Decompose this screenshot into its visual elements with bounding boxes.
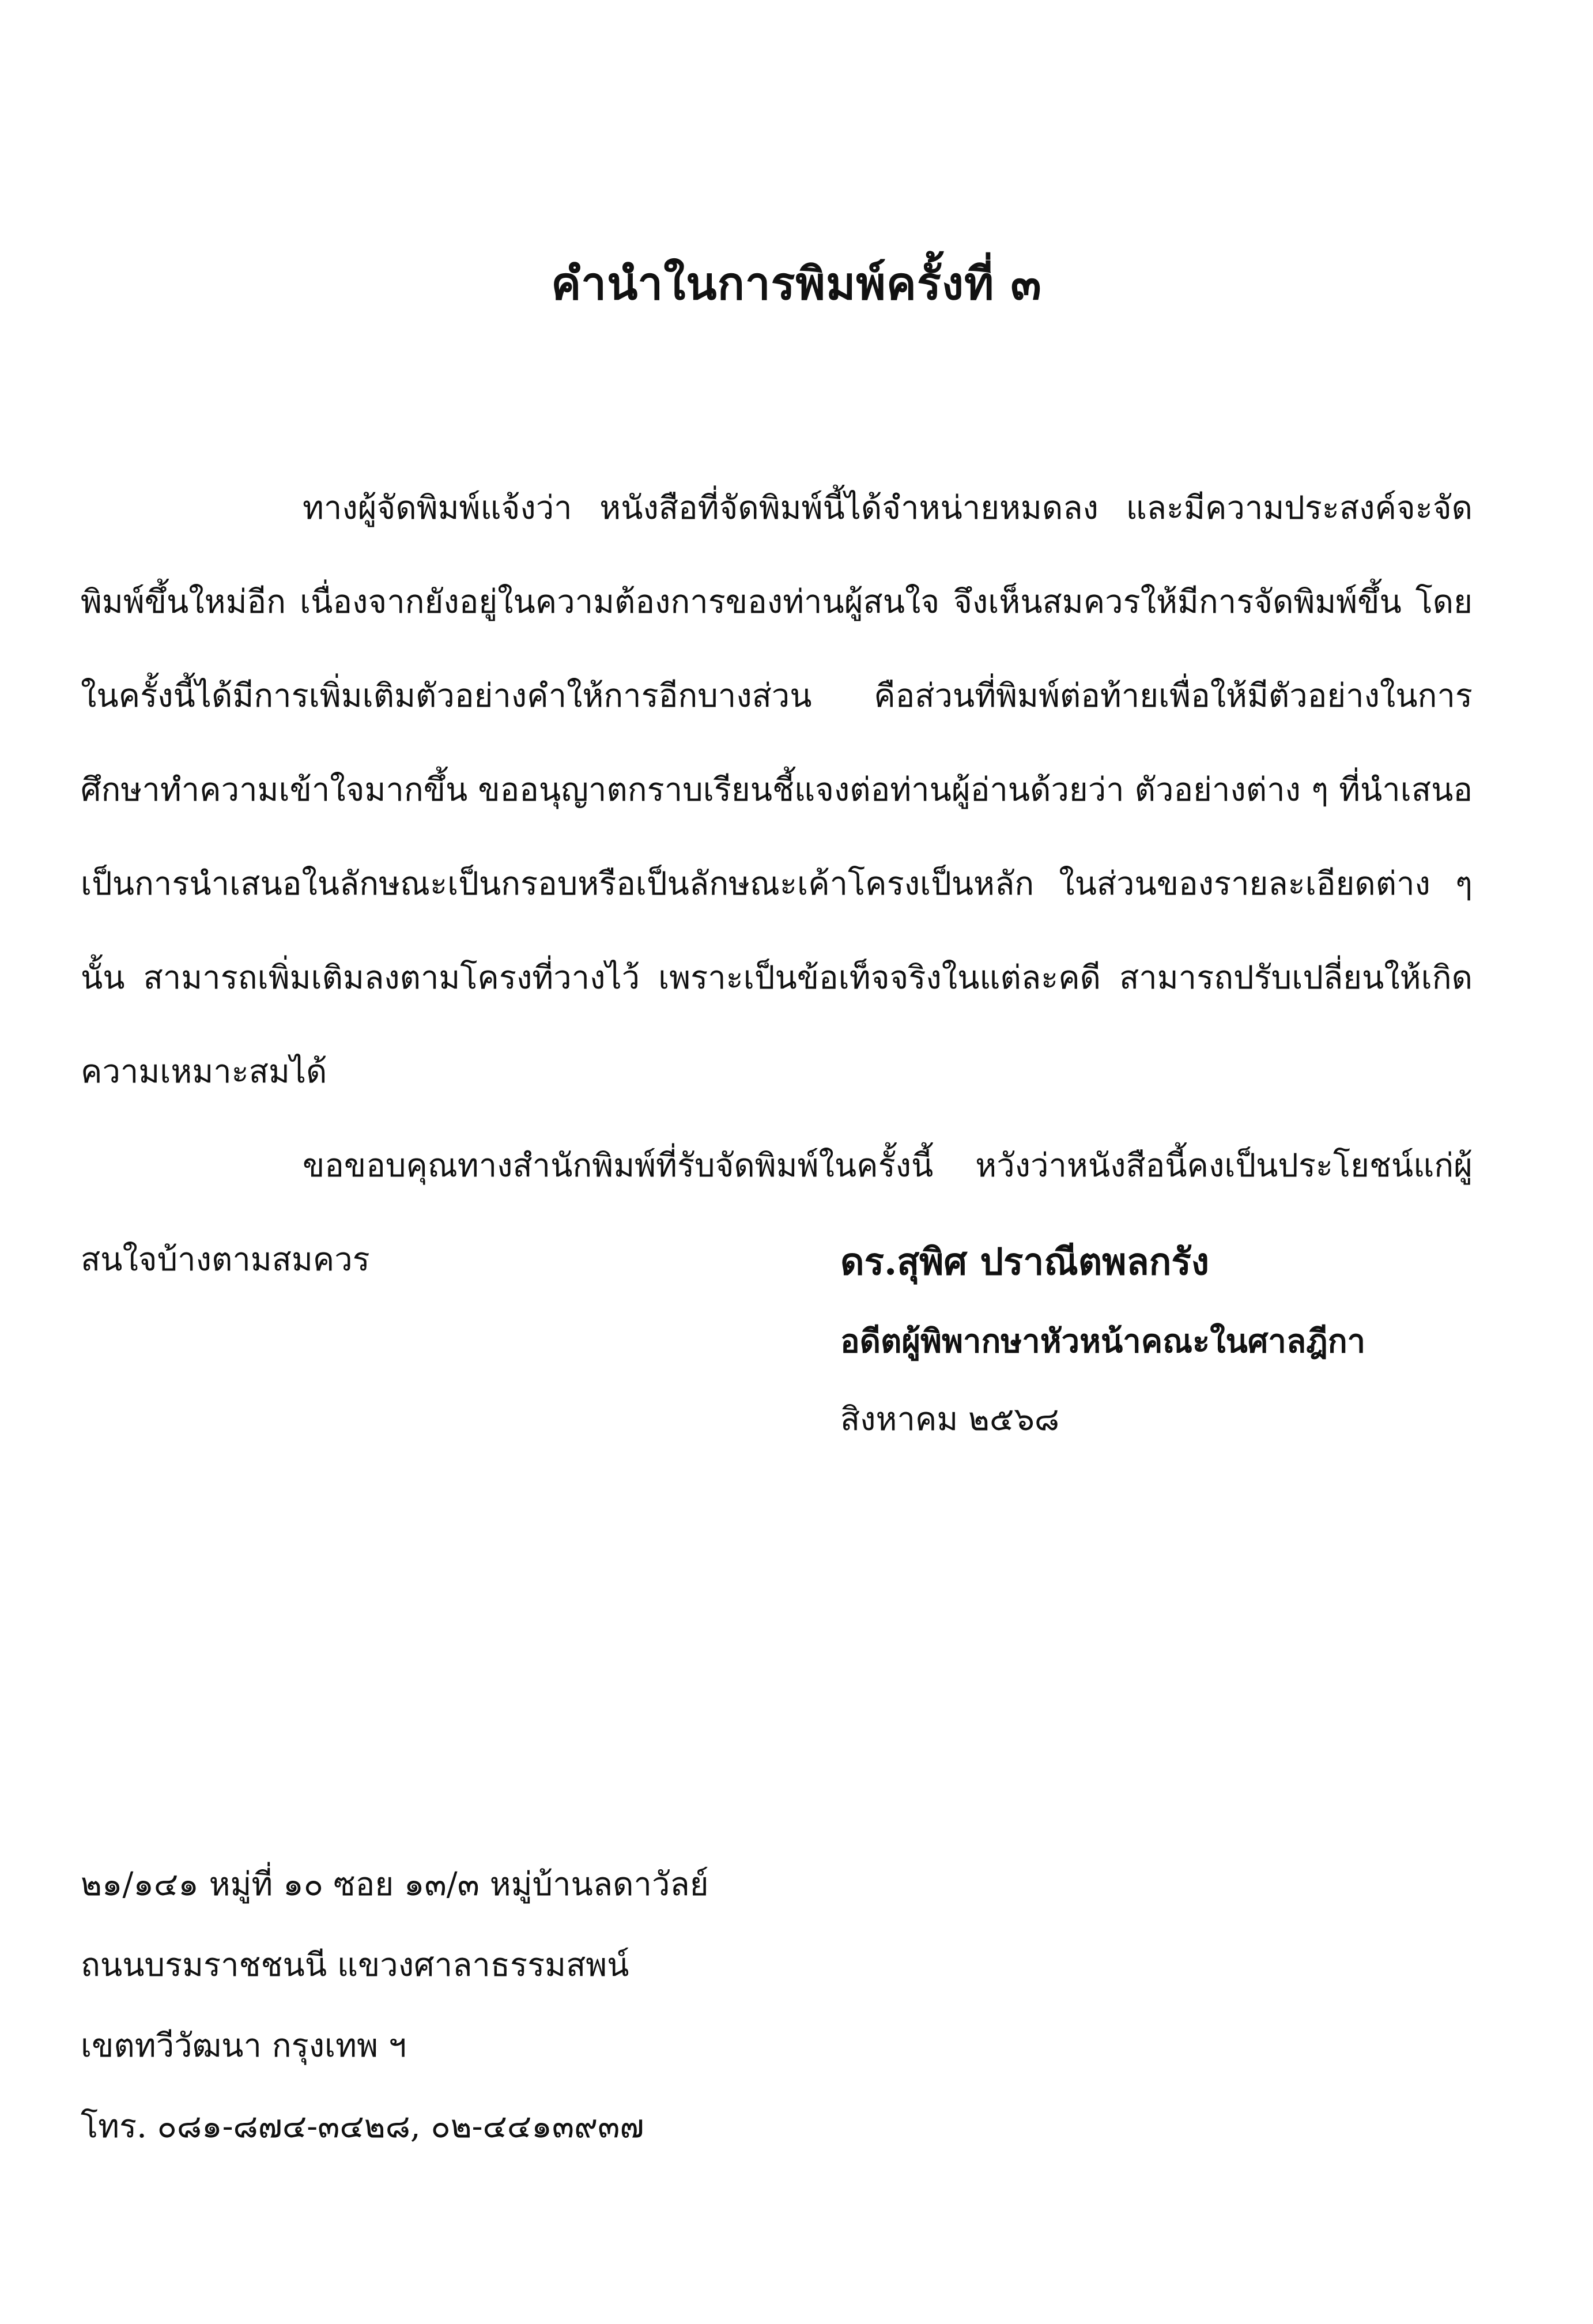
body-text	[81, 461, 1473, 1307]
address-line-2: ถนนบรมราชชนนี แขวงศาลาธรรมสพน์	[81, 1946, 629, 1984]
page-title: คำนำในการพิมพ์ครั้งที่ ๓	[551, 258, 1042, 310]
signature-name: ดร.สุพิศ ปราณีตพลกรัง	[840, 1240, 1210, 1284]
signature-date: สิงหาคม ๒๕๖๘	[840, 1401, 1060, 1438]
signature-block	[840, 1222, 1365, 1458]
signature-position: อดีตผู้พิพากษาหัวหน้าคณะในศาลฎีกา	[840, 1322, 1366, 1360]
address-line-1: ๒๑/๑๔๑ หมู่ที่ ๑๐ ซอย ๑๓/๓ หมู่บ้านลดาวัลย์	[81, 1866, 709, 1903]
address-phone: โทร. ๐๘๑-๘๗๔-๓๔๒๘, ๐๒-๔๔๑๓๙๓๗	[81, 2108, 644, 2145]
paragraph-2: ขอขอบคุณทางสำนักพิมพ์ที่รับจัดพิมพ์ในครั้งนี้ หวังว่าหนังสือนี้คงเป็นประโยชน์แก่ผู้สนใจบ้างตามสมควร	[81, 1147, 1473, 1278]
address-block	[81, 1844, 709, 2167]
address-line-3: เขตทวีวัฒนา กรุงเทพ ฯ	[81, 2027, 407, 2065]
paragraph-1: ทางผู้จัดพิมพ์แจ้งว่า หนังสือที่จัดพิมพ์นี้ได้จำหน่ายหมดลง และมีความประสงค์จะจัดพิมพ์ขึ้นใหม่อีก เนื่องจากยังอยู่ในความต้องการของท่านผู้สนใจ จึงเห็นสมควรให้มีการจัดพิมพ์ขึ้น โดยในครั้งนี้ได้มีการเพิ่มเติมตัวอย่างคำให้การอีกบางส่วน คือส่วนที่พิมพ์ต่อท้ายเพื่อให้มีตัวอย่างในการศึกษาทำความเข้าใจมากขึ้น ขออนุญาตกราบเรียนชี้แจงต่อท่านผู้อ่านด้วยว่า ตัวอย่างต่าง ๆ ที่นำเสนอเป็นการนำเสนอในลักษณะเป็นกรอบหรือเป็นลักษณะเค้าโครงเป็นหลัก ในส่วนของรายละเอียดต่าง ๆ นั้น สามารถเพิ่มเติมลงตามโครงที่วางไว้ เพราะเป็นข้อเท็จจริงในแต่ละคดี สามารถปรับเปลี่ยนให้เกิดความเหมาะสมได้	[81, 489, 1473, 1091]
